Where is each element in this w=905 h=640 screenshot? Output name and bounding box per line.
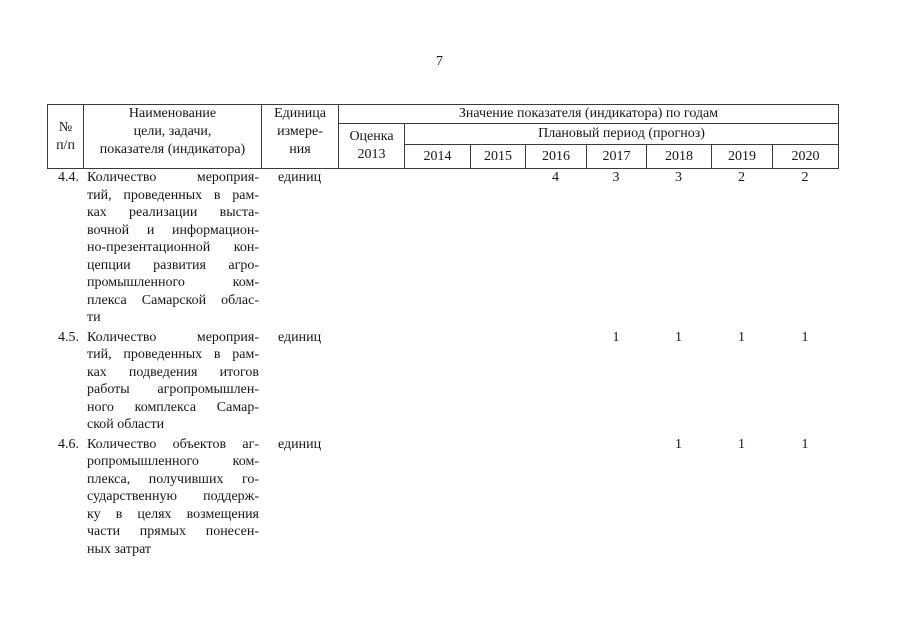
row-indicator-name-line: плекса Самарской облас- [87,292,259,308]
header-year-2020: 2020 [773,145,839,169]
row-value: 1 [675,436,682,452]
row-indicator-name-line: ного комплекса Самар- [87,399,259,415]
header-unit-cell [262,105,339,169]
row-value [525,329,586,434]
row-value [338,436,404,559]
row-value: 1 [738,436,745,452]
row-indicator-name-line: ропромышленного ком- [87,454,259,469]
row-indicator-name-line: ской области [87,417,165,432]
row-value: 2 [738,170,745,185]
row-value [525,436,586,559]
header-year-2018: 2018 [647,145,712,169]
row-indicator-name-line: работы агропромышлен- [87,382,259,397]
table-header [47,104,839,169]
row-unit: единиц [277,329,322,345]
header-number-cell [48,105,84,169]
row-value: 1 [738,329,745,345]
header-year-2017: 2017 [587,145,647,169]
row-value: 2 [801,170,809,185]
row-indicator-name-line: цепции развития агро- [87,257,259,273]
header-estimate-cell [339,124,405,169]
header-name-label: цели, задачи, [133,124,212,139]
row-unit: единиц [277,436,322,452]
header-unit-label: измере- [277,124,323,139]
header-year-2014: 2014 [405,145,471,169]
header-name-label: Наименование [128,106,217,121]
page-number: 7 [436,54,443,69]
row-indicator-name-line: Количество мероприя- [87,170,259,185]
row-number: 4.5. [58,329,79,345]
row-value: 4 [552,170,559,185]
row-value [338,329,404,434]
row-indicator-name-line: ках реализации выста- [87,205,259,220]
row-number: 4.4. [58,170,79,185]
table-row [47,169,838,327]
header-number-label: № [58,119,73,135]
row-value [404,436,470,559]
row-indicator-name-line: ку в целях возмещения [87,506,259,522]
header-values-title: Значение показателя (индикатора) по годам [339,105,839,124]
row-indicator-name-line: вочной и информацион- [87,222,259,238]
row-indicator-name-line: но-презентационной кон- [87,240,259,255]
row-unit: единиц [277,170,322,185]
header-estimate-label: Оценка [349,129,394,144]
row-value [470,436,525,559]
row-indicator-name-line: ных затрат [87,541,152,557]
header-number-label: п/п [56,137,75,153]
row-value: 1 [801,329,809,345]
row-indicator-name-line: плекса, получивших го- [87,471,259,487]
table-row [47,436,838,559]
header-unit-label: ния [289,142,311,157]
header-year-2015: 2015 [471,145,526,169]
row-indicator-name-line: ти [87,310,101,325]
row-indicator-name-line: Количество объектов аг- [87,436,259,452]
row-value [404,329,470,434]
header-planned-period: Плановый период (прогноз) [405,124,839,145]
header-estimate-year: 2013 [357,147,386,162]
header-year-2019: 2019 [712,145,773,169]
row-value [586,436,646,559]
row-value: 3 [675,170,682,185]
row-indicator-name-line: промышленного ком- [87,275,259,290]
row-value [404,169,470,327]
table-body [47,169,838,560]
row-indicator-name-line: тий, проведенных в рам- [87,347,259,362]
row-value: 3 [612,170,620,185]
header-name-cell [84,105,262,169]
row-number: 4.6. [58,436,79,452]
row-value [338,169,404,327]
row-indicator-name [83,329,261,434]
row-indicator-name-line: ках подведения итогов [87,364,259,380]
row-indicator-name [83,436,261,559]
row-indicator-name-line: Количество мероприя- [87,329,259,345]
row-value: 1 [612,329,620,345]
row-indicator-name-line: сударственную поддерж- [87,489,259,504]
row-value: 1 [801,436,809,452]
header-year-2016: 2016 [526,145,587,169]
row-value [470,169,525,327]
table-row [47,329,838,434]
row-indicator-name [83,169,261,327]
header-name-label: показателя (индикатора) [99,142,246,157]
header-unit-label: Единица [274,106,326,121]
row-value [470,329,525,434]
row-indicator-name-line: тий, проведенных в рам- [87,187,259,203]
row-value: 1 [675,329,682,345]
row-indicator-name-line: части прямых понесен- [87,524,259,539]
